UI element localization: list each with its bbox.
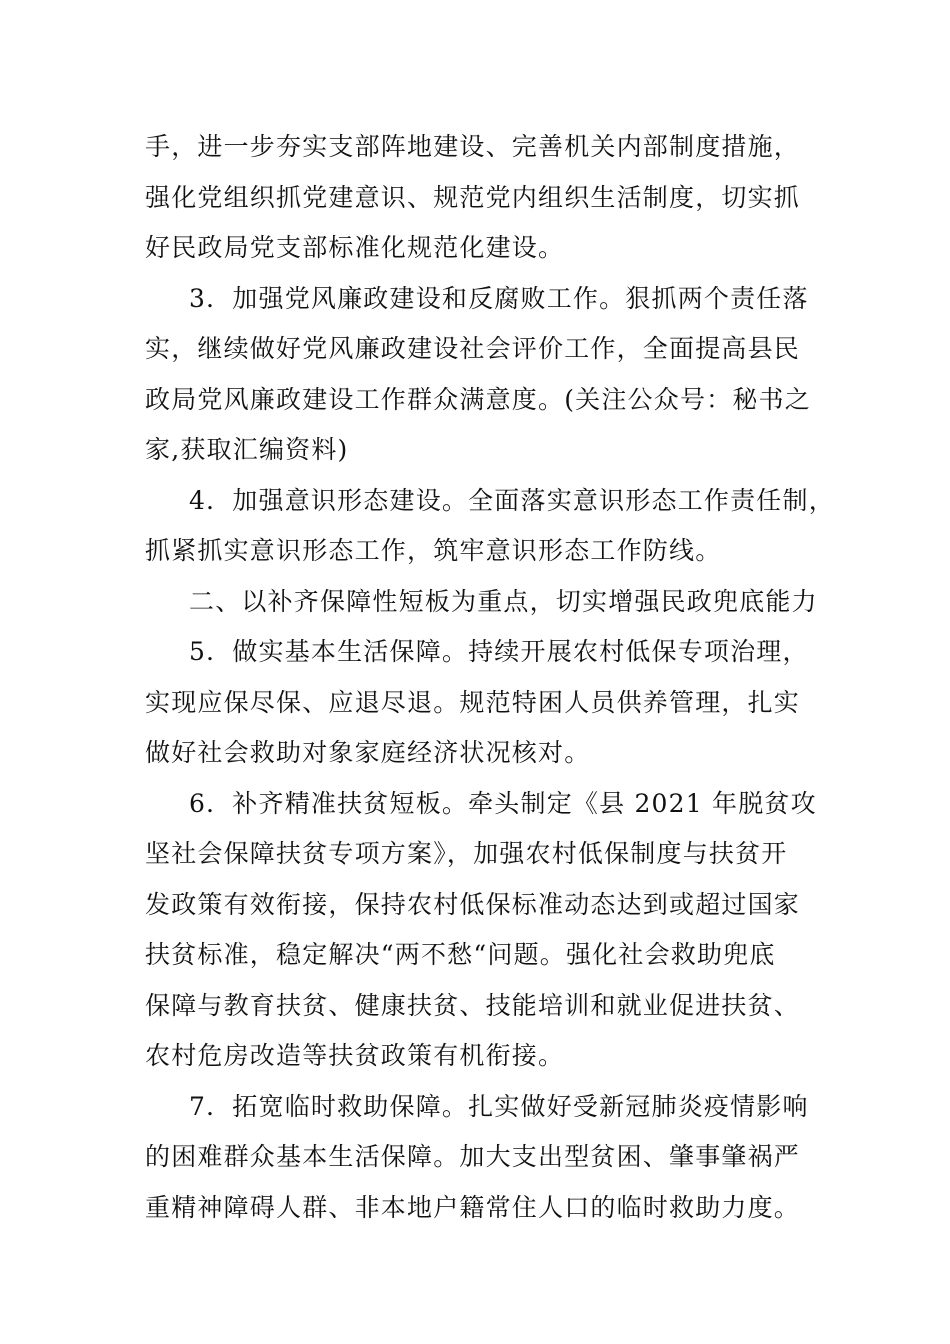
text-line: 家,获取汇编资料) <box>145 435 349 464</box>
text-line: 保障与教育扶贫、健康扶贫、技能培训和就业促进扶贫、 <box>145 990 801 1020</box>
text-line: 农村危房改造等扶贫政策有机衔接。 <box>145 1041 565 1070</box>
paragraph-start-line: 3．加强党风廉政建设和反腐败工作。狠抓两个责任落 <box>189 283 809 313</box>
text-line: 手，进一步夯实支部阵地建设、完善机关内部制度措施， <box>145 132 801 161</box>
text-line: 重精神障碍人群、非本地户籍常住人口的临时救助力度。 <box>145 1192 801 1222</box>
text-line: 扶贫标准，稳定解决“两不愁“问题。强化社会救助兜底 <box>145 940 776 969</box>
text-line: 政局党风廉政建设工作群众满意度。(关注公众号：秘书之 <box>145 384 811 414</box>
document-body <box>145 122 835 1233</box>
section-heading: 二、以补齐保障性短板为重点，切实增强民政兜底能力 <box>189 586 818 616</box>
text-line: 发政策有效衔接，保持农村低保标准动态达到或超过国家 <box>145 889 801 919</box>
text-line: 实，继续做好党风廉政建设社会评价工作，全面提高县民 <box>145 334 801 363</box>
text-line: 坚社会保障扶贫专项方案》，加强农村低保制度与扶贫开 <box>145 839 788 868</box>
text-line: 抓紧抓实意识形态工作，筑牢意识形态工作防线。 <box>145 536 722 565</box>
paragraph-start-line: 5．做实基本生活保障。持续开展农村低保专项治理， <box>189 637 809 666</box>
paragraph-start-line: 7．拓宽临时救助保障。扎实做好受新冠肺炎疫情影响 <box>189 1091 809 1121</box>
paragraph-start-line: 4．加强意识形态建设。全面落实意识形态工作责任制， <box>189 485 835 515</box>
text-line: 做好社会救助对象家庭经济状况核对。 <box>145 738 591 767</box>
text-line: 强化党组织抓党建意识、规范党内组织生活制度，切实抓 <box>145 182 801 212</box>
text-line: 的困难群众基本生活保障。加大支出型贫困、肇事肇祸严 <box>145 1142 801 1171</box>
text-line: 实现应保尽保、应退尽退。规范特困人员供养管理，扎实 <box>145 687 801 717</box>
text-line: 好民政局党支部标准化规范化建设。 <box>145 233 565 262</box>
paragraph-start-line: 6．补齐精准扶贫短板。牵头制定《县 2021 年脱贫攻 <box>189 788 817 818</box>
